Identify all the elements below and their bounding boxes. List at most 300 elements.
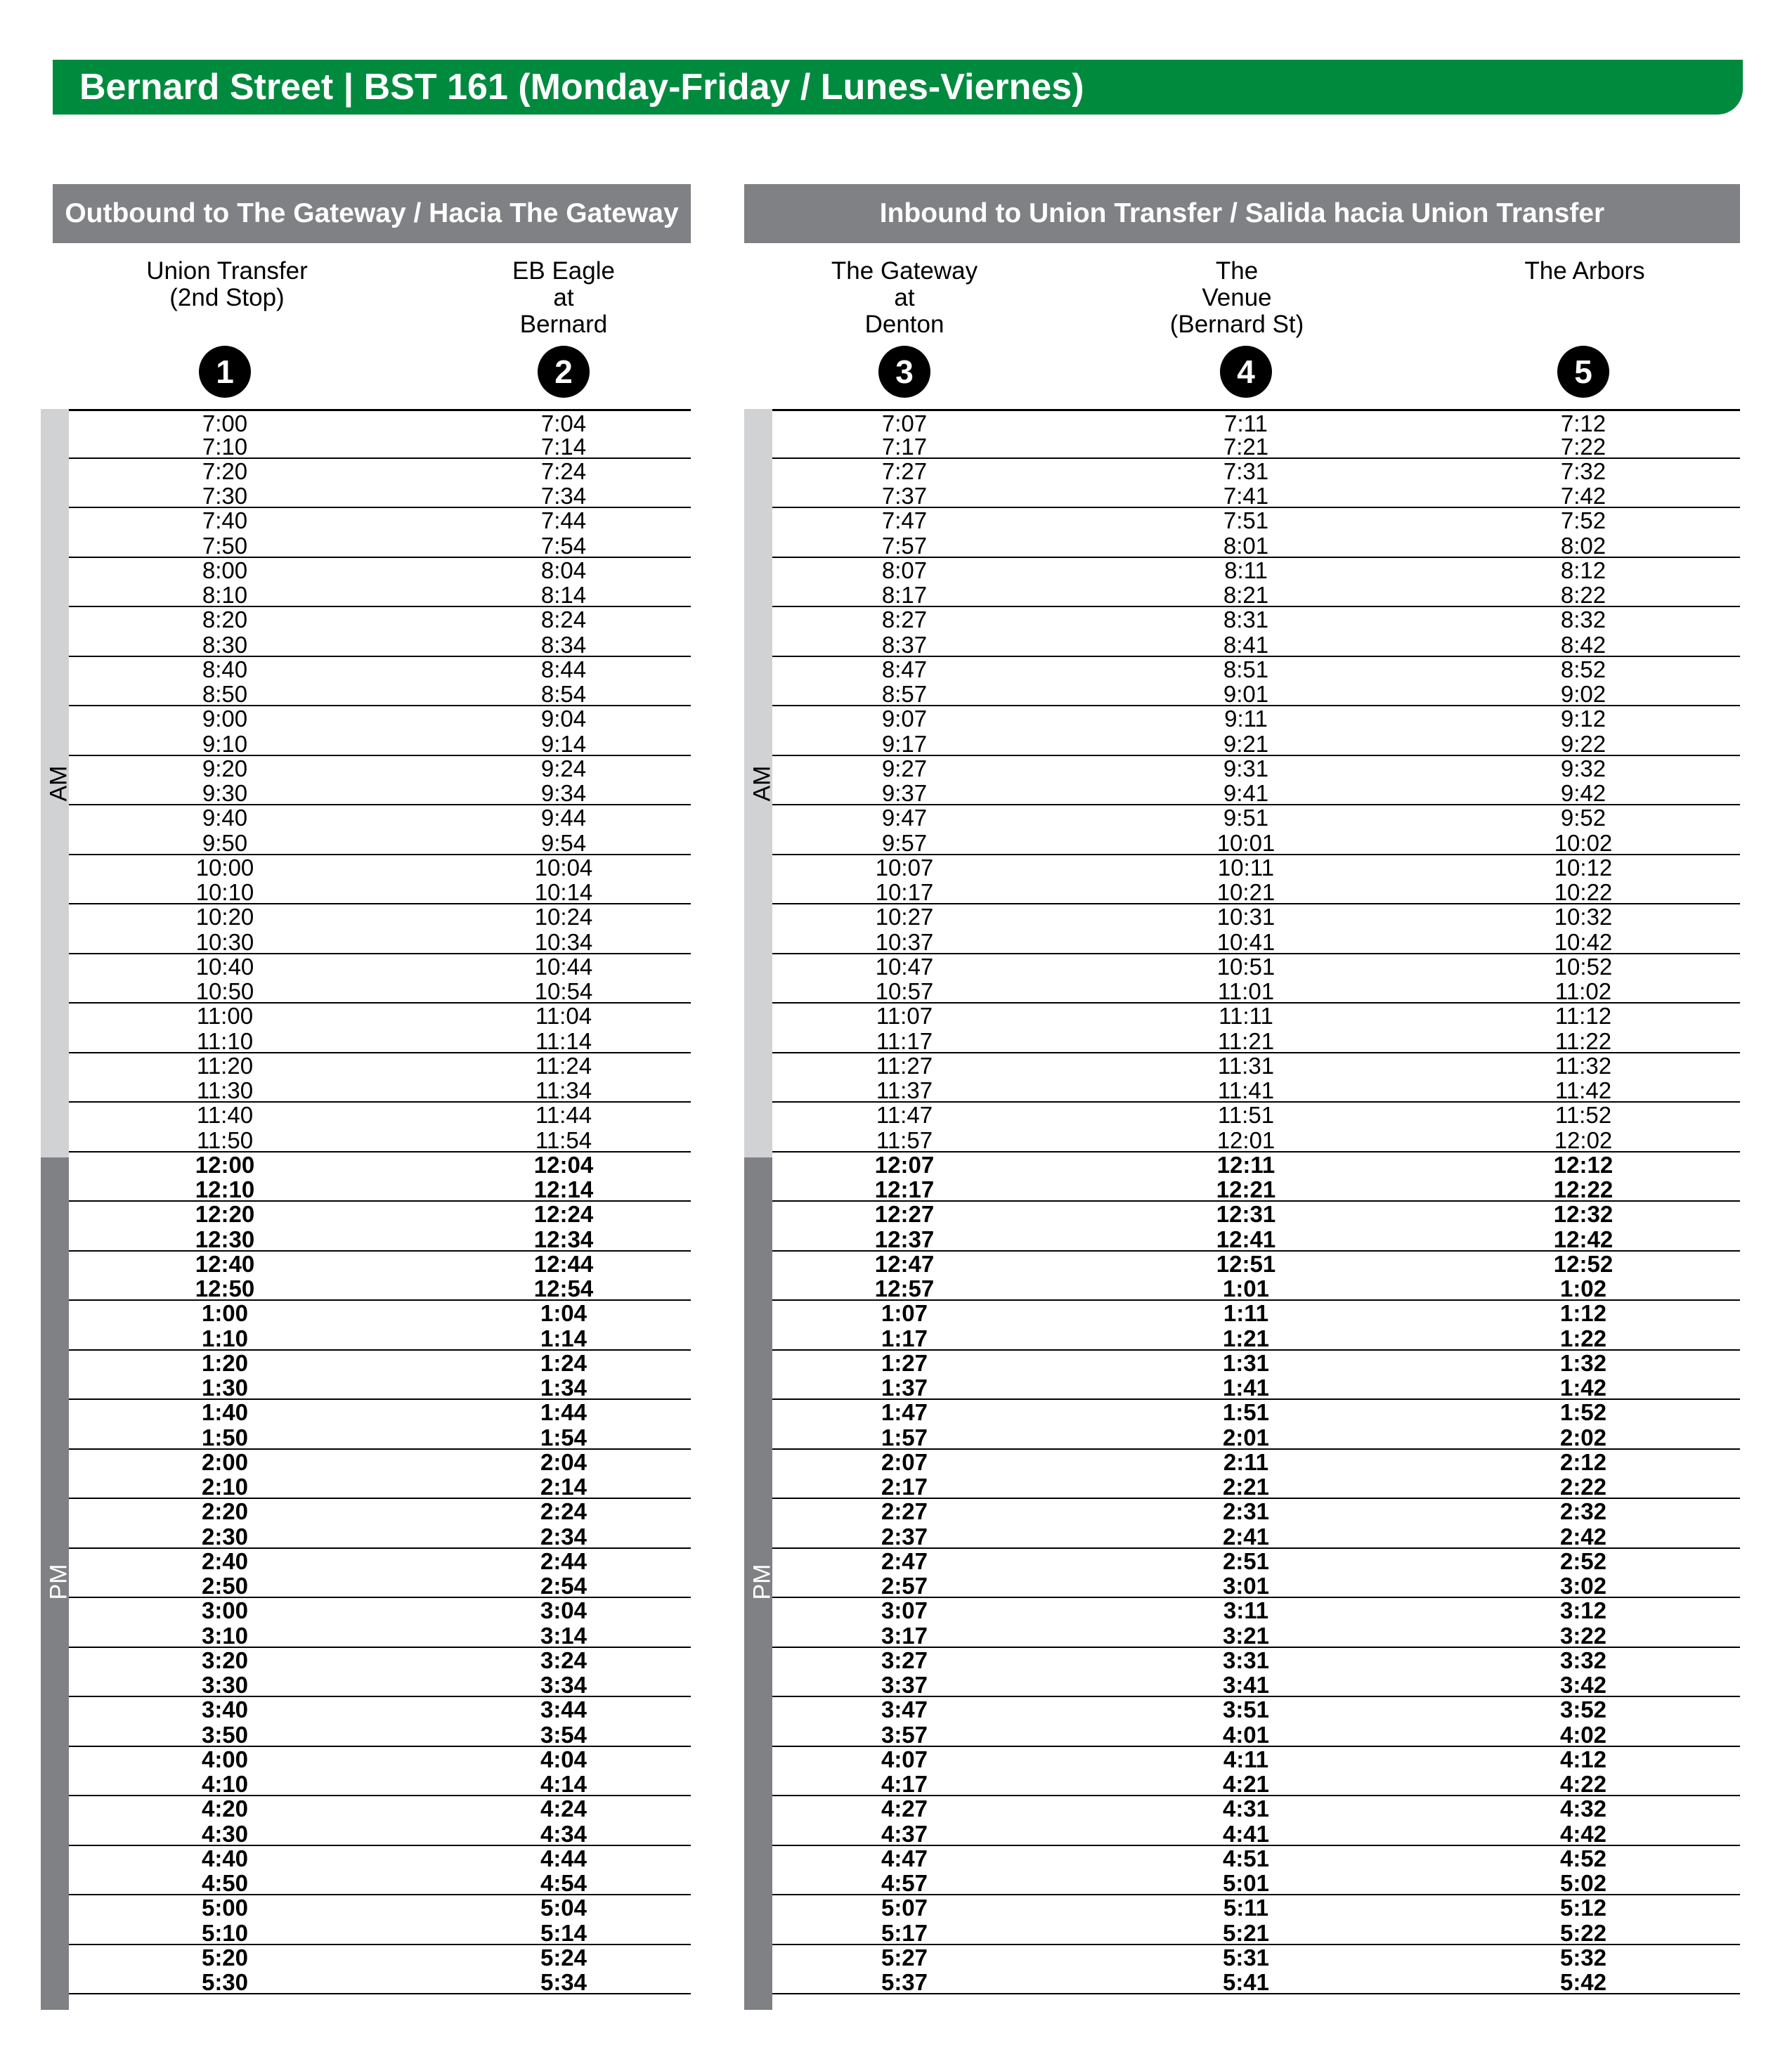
stop-2-name-line: at bbox=[553, 284, 574, 311]
time-cell: 5:07 bbox=[881, 1895, 928, 1921]
time-cell: 10:31 bbox=[1216, 904, 1275, 930]
time-cell: 4:44 bbox=[540, 1845, 587, 1871]
time-cell: 5:41 bbox=[1222, 1969, 1270, 1995]
time-cell: 10:57 bbox=[875, 978, 934, 1004]
time-cell: 12:04 bbox=[533, 1151, 594, 1178]
time-cell: 4:42 bbox=[1559, 1820, 1607, 1847]
time-cell: 4:14 bbox=[540, 1771, 587, 1797]
time-cell: 7:32 bbox=[1560, 457, 1606, 484]
table-row bbox=[772, 459, 1740, 484]
time-cell: 2:57 bbox=[881, 1573, 928, 1599]
table-row bbox=[772, 1648, 1740, 1673]
time-cell: 2:30 bbox=[201, 1523, 249, 1550]
time-cell: 8:22 bbox=[1560, 582, 1606, 608]
time-cell: 1:42 bbox=[1559, 1375, 1607, 1401]
time-cell: 1:50 bbox=[201, 1424, 249, 1450]
time-cell: 10:07 bbox=[875, 854, 934, 881]
time-cell: 1:00 bbox=[201, 1300, 249, 1326]
time-cell: 2:54 bbox=[540, 1573, 587, 1599]
time-cell: 10:11 bbox=[1217, 854, 1275, 881]
table-row bbox=[772, 1846, 1740, 1871]
time-cell: 11:27 bbox=[876, 1052, 933, 1079]
time-cell: 8:57 bbox=[881, 681, 928, 707]
table-row bbox=[69, 1078, 691, 1103]
time-cell: 12:30 bbox=[195, 1226, 255, 1252]
table-row bbox=[69, 1004, 691, 1029]
time-cell: 12:47 bbox=[874, 1250, 935, 1277]
time-cell: 2:27 bbox=[881, 1498, 928, 1524]
time-cell: 5:21 bbox=[1222, 1919, 1270, 1946]
time-cell: 7:20 bbox=[202, 457, 248, 484]
time-cell: 3:20 bbox=[201, 1647, 249, 1673]
time-cell: 8:02 bbox=[1560, 532, 1606, 559]
time-cell: 4:17 bbox=[881, 1771, 928, 1797]
table-row bbox=[772, 1524, 1740, 1549]
table-row bbox=[69, 1301, 691, 1326]
table-row bbox=[772, 1301, 1740, 1326]
table-row bbox=[772, 1053, 1740, 1079]
time-cell: 9:31 bbox=[1223, 755, 1269, 781]
time-cell: 8:12 bbox=[1560, 557, 1606, 583]
time-cell: 11:12 bbox=[1554, 1003, 1612, 1029]
time-cell: 5:10 bbox=[201, 1919, 249, 1946]
stop-5-name bbox=[1524, 258, 1644, 285]
time-cell: 1:24 bbox=[540, 1349, 587, 1376]
time-cell: 10:14 bbox=[534, 879, 593, 905]
stop-1-name-line: Union Transfer bbox=[146, 257, 308, 285]
stop-5-name-line: The Arbors bbox=[1524, 257, 1645, 285]
table-row bbox=[69, 1747, 691, 1772]
time-cell: 4:24 bbox=[540, 1796, 587, 1822]
table-row bbox=[69, 1252, 691, 1277]
table-row bbox=[772, 1029, 1740, 1053]
time-cell: 7:41 bbox=[1223, 483, 1269, 509]
time-cell: 10:52 bbox=[1554, 953, 1613, 980]
time-cell: 10:34 bbox=[534, 928, 593, 955]
time-cell: 3:14 bbox=[540, 1622, 587, 1649]
time-cell: 11:07 bbox=[876, 1003, 933, 1029]
table-row bbox=[69, 831, 691, 855]
time-cell: 4:20 bbox=[201, 1796, 249, 1822]
time-cell: 1:17 bbox=[881, 1325, 928, 1351]
time-cell: 1:41 bbox=[1222, 1375, 1270, 1401]
time-cell: 7:50 bbox=[202, 532, 248, 559]
time-cell: 12:24 bbox=[533, 1201, 594, 1227]
table-row bbox=[69, 954, 691, 980]
time-cell: 11:10 bbox=[196, 1027, 254, 1054]
time-cell: 10:37 bbox=[875, 928, 934, 955]
time-cell: 1:52 bbox=[1559, 1399, 1607, 1425]
table-row bbox=[772, 1722, 1740, 1747]
stop-2-badge: 2 bbox=[538, 346, 590, 398]
time-cell: 4:21 bbox=[1222, 1771, 1270, 1797]
time-cell: 2:51 bbox=[1222, 1547, 1270, 1574]
time-cell: 9:04 bbox=[540, 706, 587, 732]
time-cell: 11:42 bbox=[1554, 1077, 1612, 1103]
time-cell: 2:42 bbox=[1559, 1523, 1607, 1550]
time-cell: 12:52 bbox=[1553, 1250, 1614, 1277]
time-cell: 4:34 bbox=[540, 1820, 587, 1847]
time-cell: 11:01 bbox=[1217, 978, 1275, 1004]
table-row bbox=[772, 781, 1740, 805]
table-row bbox=[69, 732, 691, 756]
table-row bbox=[69, 1450, 691, 1475]
am-label: AM bbox=[748, 765, 776, 801]
time-cell: 8:24 bbox=[540, 606, 587, 632]
time-cell: 9:27 bbox=[881, 755, 928, 781]
time-cell: 1:02 bbox=[1559, 1275, 1607, 1301]
table-row bbox=[69, 1474, 691, 1499]
time-cell: 7:54 bbox=[540, 532, 587, 559]
time-cell: 2:32 bbox=[1559, 1498, 1607, 1524]
time-cell: 3:22 bbox=[1559, 1622, 1607, 1649]
time-cell: 12:11 bbox=[1216, 1151, 1275, 1178]
stop-3-name-line: Denton bbox=[864, 311, 944, 338]
time-cell: 7:47 bbox=[881, 507, 928, 533]
time-cell: 2:52 bbox=[1559, 1547, 1607, 1574]
time-cell: 1:22 bbox=[1559, 1325, 1607, 1351]
time-cell: 7:30 bbox=[202, 483, 248, 509]
time-cell: 5:17 bbox=[881, 1919, 928, 1946]
time-cell: 12:22 bbox=[1553, 1176, 1614, 1202]
time-cell: 10:50 bbox=[195, 978, 254, 1004]
time-cell: 9:41 bbox=[1223, 780, 1269, 806]
time-cell: 9:57 bbox=[881, 829, 928, 856]
time-cell: 1:14 bbox=[540, 1325, 587, 1351]
time-cell: 3:17 bbox=[881, 1622, 928, 1649]
time-cell: 8:00 bbox=[202, 557, 248, 583]
title-bar bbox=[53, 60, 1743, 115]
time-cell: 10:32 bbox=[1554, 904, 1613, 930]
table-row bbox=[69, 1499, 691, 1524]
time-cell: 8:42 bbox=[1560, 631, 1606, 658]
table-row bbox=[69, 508, 691, 533]
table-row bbox=[772, 979, 1740, 1004]
time-cell: 7:10 bbox=[202, 433, 248, 460]
stop-4-name-line: (Bernard St) bbox=[1169, 311, 1304, 338]
table-row bbox=[772, 706, 1740, 732]
time-cell: 8:01 bbox=[1223, 532, 1269, 559]
table-row bbox=[69, 1598, 691, 1623]
time-cell: 10:30 bbox=[195, 928, 254, 955]
time-cell: 12:37 bbox=[874, 1226, 935, 1252]
time-cell: 12:17 bbox=[874, 1176, 935, 1202]
stop-4-name-line: The bbox=[1215, 257, 1259, 285]
table-row bbox=[69, 1276, 691, 1301]
time-cell: 2:41 bbox=[1222, 1523, 1270, 1550]
time-cell: 3:40 bbox=[201, 1696, 249, 1722]
stop-3-name-line: at bbox=[894, 284, 915, 311]
time-cell: 3:11 bbox=[1223, 1597, 1269, 1623]
table-row bbox=[69, 607, 691, 632]
table-row bbox=[69, 1722, 691, 1747]
time-cell: 7:42 bbox=[1560, 483, 1606, 509]
stop-1-name bbox=[146, 258, 308, 311]
table-row bbox=[69, 880, 691, 904]
time-cell: 7:37 bbox=[881, 483, 928, 509]
outbound-timetable bbox=[41, 409, 691, 2010]
time-cell: 10:42 bbox=[1554, 928, 1613, 955]
time-cell: 8:32 bbox=[1560, 606, 1606, 632]
time-cell: 8:17 bbox=[881, 582, 928, 608]
time-cell: 9:32 bbox=[1560, 755, 1606, 781]
time-cell: 8:37 bbox=[881, 631, 928, 658]
time-cell: 11:40 bbox=[196, 1102, 254, 1128]
stop-4-badge: 4 bbox=[1220, 346, 1272, 398]
table-row bbox=[69, 1202, 691, 1227]
stop-1-name-line: (2nd Stop) bbox=[169, 284, 285, 311]
time-cell: 2:37 bbox=[881, 1523, 928, 1550]
time-cell: 11:00 bbox=[196, 1003, 254, 1029]
time-cell: 9:40 bbox=[202, 805, 248, 831]
time-cell: 7:14 bbox=[540, 433, 587, 460]
time-cell: 12:41 bbox=[1216, 1226, 1276, 1252]
time-cell: 2:02 bbox=[1559, 1424, 1607, 1450]
time-cell: 9:44 bbox=[540, 805, 587, 831]
time-cell: 12:00 bbox=[195, 1151, 255, 1178]
time-cell: 11:11 bbox=[1219, 1003, 1273, 1029]
table-row bbox=[772, 1499, 1740, 1524]
table-row bbox=[69, 1921, 691, 1945]
time-cell: 9:22 bbox=[1560, 730, 1606, 757]
table-row bbox=[772, 880, 1740, 904]
table-row bbox=[772, 1871, 1740, 1895]
time-cell: 9:52 bbox=[1560, 805, 1606, 831]
timetable-rows bbox=[69, 409, 691, 1994]
stop-2-name-line: Bernard bbox=[519, 311, 608, 338]
time-cell: 1:40 bbox=[201, 1399, 249, 1425]
time-cell: 11:52 bbox=[1554, 1102, 1612, 1128]
stop-2-name bbox=[512, 258, 615, 338]
time-cell: 2:11 bbox=[1223, 1448, 1269, 1475]
stop-5-badge: 5 bbox=[1557, 346, 1609, 398]
table-row bbox=[772, 1351, 1740, 1376]
time-cell: 4:10 bbox=[201, 1771, 249, 1797]
time-cell: 9:11 bbox=[1224, 706, 1268, 732]
table-row bbox=[772, 1004, 1740, 1029]
table-row bbox=[69, 1895, 691, 1921]
time-cell: 3:47 bbox=[881, 1696, 928, 1722]
table-row bbox=[772, 756, 1740, 781]
table-row bbox=[69, 434, 691, 459]
time-cell: 12:27 bbox=[874, 1201, 935, 1227]
time-cell: 9:14 bbox=[540, 730, 587, 757]
time-cell: 2:34 bbox=[540, 1523, 587, 1550]
time-cell: 3:01 bbox=[1222, 1573, 1270, 1599]
table-row bbox=[772, 1177, 1740, 1202]
time-cell: 11:44 bbox=[535, 1102, 592, 1128]
time-cell: 4:04 bbox=[540, 1746, 587, 1772]
time-cell: 3:44 bbox=[540, 1696, 587, 1722]
time-cell: 3:51 bbox=[1222, 1696, 1270, 1722]
time-cell: 8:14 bbox=[540, 582, 587, 608]
stop-3-name-line: The Gateway bbox=[831, 257, 978, 285]
table-row bbox=[772, 1623, 1740, 1648]
time-cell: 8:11 bbox=[1224, 557, 1268, 583]
time-cell: 4:27 bbox=[881, 1796, 928, 1822]
table-row bbox=[772, 1153, 1740, 1178]
time-cell: 12:50 bbox=[195, 1275, 255, 1301]
table-row bbox=[69, 1573, 691, 1598]
time-cell: 11:17 bbox=[876, 1027, 933, 1054]
time-cell: 3:04 bbox=[540, 1597, 587, 1623]
time-cell: 2:17 bbox=[881, 1474, 928, 1500]
time-cell: 12:14 bbox=[533, 1176, 594, 1202]
time-cell: 9:17 bbox=[881, 730, 928, 757]
time-cell: 9:47 bbox=[881, 805, 928, 831]
time-cell: 12:02 bbox=[1554, 1127, 1613, 1153]
time-cell: 12:44 bbox=[533, 1250, 594, 1277]
time-cell: 9:37 bbox=[881, 780, 928, 806]
time-cell: 4:02 bbox=[1559, 1721, 1607, 1748]
time-cell: 7:27 bbox=[881, 457, 928, 484]
table-row bbox=[69, 1375, 691, 1400]
time-cell: 2:04 bbox=[540, 1448, 587, 1475]
table-row bbox=[772, 533, 1740, 558]
time-cell: 7:22 bbox=[1560, 433, 1606, 460]
time-cell: 5:22 bbox=[1559, 1919, 1607, 1946]
time-cell: 10:02 bbox=[1554, 829, 1613, 856]
time-cell: 8:04 bbox=[540, 557, 587, 583]
time-cell: 4:40 bbox=[201, 1845, 249, 1871]
time-cell: 9:12 bbox=[1560, 706, 1606, 732]
time-cell: 1:11 bbox=[1223, 1300, 1269, 1326]
stop-4-name bbox=[1170, 258, 1304, 338]
time-cell: 12:32 bbox=[1553, 1201, 1614, 1227]
time-cell: 5:20 bbox=[201, 1944, 249, 1971]
time-cell: 8:44 bbox=[540, 656, 587, 682]
time-cell: 3:00 bbox=[201, 1597, 249, 1623]
outbound-header: Outbound to The Gateway / Hacia The Gateway bbox=[53, 184, 691, 243]
time-cell: 2:01 bbox=[1222, 1424, 1270, 1450]
time-cell: 9:24 bbox=[540, 755, 587, 781]
page-title: Bernard Street | BST 161 (Monday-Friday / Lunes-Viernes) bbox=[79, 67, 1084, 108]
table-row bbox=[772, 1326, 1740, 1351]
time-cell: 2:14 bbox=[540, 1474, 587, 1500]
pm-period-band bbox=[744, 1157, 776, 2010]
time-cell: 7:00 bbox=[202, 410, 248, 436]
time-cell: 10:47 bbox=[875, 953, 934, 980]
time-cell: 5:27 bbox=[881, 1944, 928, 1971]
table-row bbox=[772, 607, 1740, 632]
time-cell: 2:47 bbox=[881, 1547, 928, 1574]
time-cell: 5:00 bbox=[201, 1895, 249, 1921]
table-row bbox=[772, 1202, 1740, 1227]
table-row bbox=[69, 1673, 691, 1697]
time-cell: 7:44 bbox=[540, 507, 587, 533]
time-cell: 4:00 bbox=[201, 1746, 249, 1772]
time-cell: 1:07 bbox=[881, 1300, 928, 1326]
time-cell: 7:11 bbox=[1224, 410, 1268, 436]
time-cell: 10:10 bbox=[195, 879, 254, 905]
time-cell: 7:51 bbox=[1223, 507, 1269, 533]
time-cell: 8:10 bbox=[202, 582, 248, 608]
table-row bbox=[69, 805, 691, 831]
table-row bbox=[772, 1549, 1740, 1574]
time-cell: 1:32 bbox=[1559, 1349, 1607, 1376]
time-cell: 10:41 bbox=[1216, 928, 1275, 955]
time-cell: 5:14 bbox=[540, 1919, 587, 1946]
time-cell: 5:34 bbox=[540, 1969, 587, 1995]
table-row bbox=[69, 1103, 691, 1128]
time-cell: 12:12 bbox=[1553, 1151, 1614, 1178]
time-cell: 12:40 bbox=[195, 1250, 255, 1277]
time-cell: 8:34 bbox=[540, 631, 587, 658]
table-row bbox=[772, 1078, 1740, 1103]
time-cell: 3:12 bbox=[1559, 1597, 1607, 1623]
time-cell: 9:30 bbox=[202, 780, 248, 806]
table-row bbox=[772, 1450, 1740, 1475]
time-cell: 10:24 bbox=[534, 904, 593, 930]
time-cell: 12:10 bbox=[195, 1176, 255, 1202]
time-cell: 7:12 bbox=[1560, 410, 1606, 436]
time-cell: 10:27 bbox=[875, 904, 934, 930]
time-cell: 3:24 bbox=[540, 1647, 587, 1673]
time-cell: 3:42 bbox=[1559, 1672, 1607, 1698]
time-cell: 7:07 bbox=[881, 410, 928, 436]
time-cell: 3:07 bbox=[881, 1597, 928, 1623]
inbound-timetable bbox=[744, 409, 1740, 2010]
time-cell: 11:14 bbox=[535, 1027, 592, 1054]
timetable-rows bbox=[772, 409, 1740, 1994]
am-label: AM bbox=[45, 765, 72, 801]
table-row bbox=[772, 1822, 1740, 1846]
time-cell: 1:20 bbox=[201, 1349, 249, 1376]
time-cell: 5:30 bbox=[201, 1969, 249, 1995]
time-cell: 9:10 bbox=[202, 730, 248, 757]
time-cell: 3:50 bbox=[201, 1721, 249, 1748]
time-cell: 4:51 bbox=[1222, 1845, 1270, 1871]
pm-label: PM bbox=[45, 1564, 72, 1599]
time-cell: 2:22 bbox=[1559, 1474, 1607, 1500]
time-cell: 12:54 bbox=[533, 1275, 594, 1301]
time-cell: 7:17 bbox=[881, 433, 928, 460]
table-row bbox=[772, 930, 1740, 954]
time-cell: 4:11 bbox=[1223, 1746, 1269, 1772]
table-row bbox=[69, 1549, 691, 1574]
time-cell: 1:57 bbox=[881, 1424, 928, 1450]
time-cell: 5:31 bbox=[1222, 1944, 1270, 1971]
time-cell: 1:01 bbox=[1222, 1275, 1270, 1301]
time-cell: 3:41 bbox=[1222, 1672, 1270, 1698]
time-cell: 1:37 bbox=[881, 1375, 928, 1401]
table-row bbox=[772, 1673, 1740, 1697]
time-cell: 8:30 bbox=[202, 631, 248, 658]
table-row bbox=[772, 1945, 1740, 1971]
time-cell: 8:07 bbox=[881, 557, 928, 583]
time-cell: 1:31 bbox=[1222, 1349, 1270, 1376]
table-row bbox=[772, 1425, 1740, 1450]
time-cell: 12:07 bbox=[874, 1151, 935, 1178]
time-cell: 2:12 bbox=[1559, 1448, 1607, 1475]
time-cell: 4:31 bbox=[1222, 1796, 1270, 1822]
time-cell: 1:12 bbox=[1559, 1300, 1607, 1326]
table-row bbox=[772, 1375, 1740, 1400]
time-cell: 10:04 bbox=[534, 854, 593, 881]
table-row bbox=[772, 1573, 1740, 1598]
time-cell: 10:54 bbox=[534, 978, 593, 1004]
time-cell: 10:40 bbox=[195, 953, 254, 980]
time-cell: 8:47 bbox=[881, 656, 928, 682]
table-row bbox=[69, 1153, 691, 1178]
time-cell: 12:01 bbox=[1216, 1127, 1275, 1153]
time-cell: 4:37 bbox=[881, 1820, 928, 1847]
time-cell: 1:10 bbox=[201, 1325, 249, 1351]
table-row bbox=[69, 1425, 691, 1450]
time-cell: 8:27 bbox=[881, 606, 928, 632]
time-cell: 1:04 bbox=[540, 1300, 587, 1326]
table-row bbox=[69, 1970, 691, 1994]
